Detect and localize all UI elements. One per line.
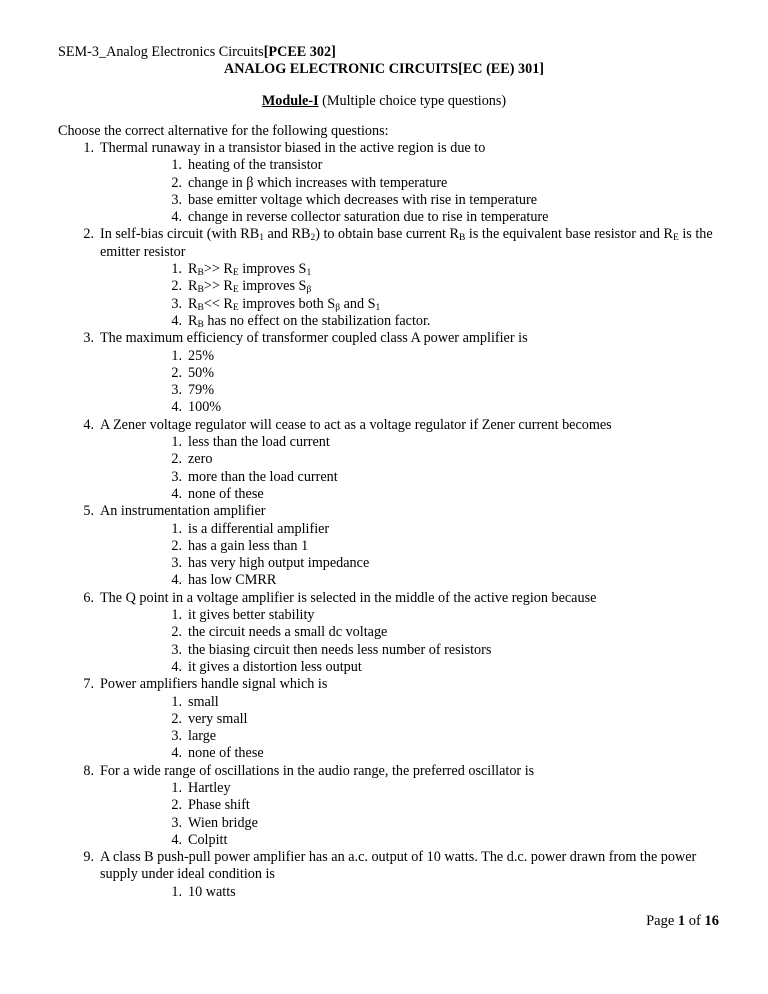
option-number: 1. (171, 261, 182, 278)
question-item (58, 140, 728, 226)
option-item (100, 607, 728, 624)
option-number: 4. (171, 399, 182, 416)
option-text: the circuit needs a small dc voltage (188, 624, 388, 641)
option-text: none of these (188, 485, 264, 502)
option-text: $R_B$ has no effect on the stabilization factor. (188, 312, 431, 330)
question-text: An instrumentation amplifier (100, 503, 266, 520)
option-item (100, 278, 728, 295)
option-number: 3. (171, 191, 182, 208)
question-item (58, 503, 728, 589)
option-text: large (188, 728, 217, 745)
option-text: Wien bridge (188, 814, 258, 831)
option-item (100, 538, 728, 555)
question-text: The maximum efficiency of transformer coupled class A power amplifier is (100, 330, 528, 347)
option-text: more than the load current (188, 468, 338, 485)
module-label: Module-I (261, 93, 319, 109)
option-number: 4. (171, 831, 182, 848)
option-text: base emitter voltage which decreases with rise in temperature (188, 191, 538, 208)
option-item (100, 296, 728, 313)
option-text: change in reverse collector saturation due to rise in temperature (188, 209, 549, 226)
option-number: 2. (171, 174, 182, 191)
option-text: Colpitt (188, 831, 228, 848)
option-item (100, 399, 728, 416)
option-item (100, 521, 728, 538)
course-code: [PCEE 302] (263, 44, 336, 60)
question-text: A Zener voltage regulator will cease to act as a voltage regulator if Zener current becomes (100, 416, 612, 433)
option-number: 4. (171, 312, 182, 329)
option-number: 4. (171, 658, 182, 675)
question-number: 4. (83, 416, 94, 433)
option-item (100, 555, 728, 572)
option-item (100, 797, 728, 814)
option-item (100, 175, 728, 192)
option-text: 100% (188, 399, 222, 416)
option-text: zero (188, 451, 213, 468)
option-item (100, 624, 728, 641)
option-item (100, 209, 728, 226)
question-item (58, 590, 728, 676)
option-number: 2. (171, 797, 182, 814)
option-list (100, 434, 728, 503)
course-prefix: SEM-3_Analog Electronics Circuits (58, 44, 264, 60)
option-item (100, 382, 728, 399)
option-text: has low CMRR (188, 572, 277, 589)
option-text: it gives a distortion less output (188, 658, 362, 675)
option-number: 4. (171, 485, 182, 502)
option-number: 4. (171, 745, 182, 762)
option-item (100, 832, 728, 849)
question-number: 5. (83, 503, 94, 520)
option-item (100, 434, 728, 451)
question-number: 1. (83, 140, 94, 156)
option-number: 1. (171, 520, 182, 537)
option-text: $R_B>> R_E$ improves $S_1$ (188, 261, 312, 279)
option-item (100, 313, 728, 330)
page-title: ANALOG ELECTRONIC CIRCUITS[EC (EE) 301] (223, 61, 545, 77)
option-list (100, 157, 728, 226)
option-text: Hartley (188, 779, 231, 796)
question-text: The Q point in a voltage amplifier is selected in the middle of the active region because (100, 589, 597, 606)
option-number: 1. (171, 779, 182, 796)
option-item (100, 745, 728, 762)
option-text: none of these (188, 745, 264, 762)
question-item (58, 676, 728, 762)
option-number: 1. (171, 693, 182, 710)
option-number: 2. (171, 537, 182, 554)
of-word: of (685, 913, 705, 929)
question-number: 2. (83, 226, 94, 243)
option-item (100, 192, 728, 209)
question-number: 8. (83, 762, 94, 779)
option-list (100, 884, 728, 901)
option-number: 3. (171, 728, 182, 745)
page-number: 1 (677, 913, 686, 929)
option-number: 1. (171, 347, 182, 364)
option-item (100, 711, 728, 728)
question-text: Thermal runaway in a transistor biased in the active region is due to (100, 140, 486, 156)
option-number: 2. (171, 710, 182, 727)
question-number: 3. (83, 330, 94, 347)
option-text: 79% (188, 382, 215, 399)
option-number: 2. (171, 364, 182, 381)
question-text: In self-bias circuit (with $RB_1$ and $RB_2$) to obtain base current $R_B$ is the equivalent base resistor and $R_E$ is the emitter resistor (100, 226, 713, 260)
option-item (100, 365, 728, 382)
option-list (100, 607, 728, 676)
option-number: 2. (171, 624, 182, 641)
option-item (100, 815, 728, 832)
option-text: it gives better stability (188, 607, 315, 624)
question-text: For a wide range of oscillations in the audio range, the preferred oscillator is (100, 762, 535, 779)
page-total: 16 (704, 913, 719, 929)
question-number: 7. (83, 676, 94, 693)
question-list (58, 140, 728, 901)
question-item (58, 763, 728, 849)
option-item (100, 642, 728, 659)
option-text: very small (188, 710, 248, 727)
option-text: $R_B>> R_E$ improves $S_\beta$ (188, 278, 312, 296)
option-list (100, 694, 728, 763)
option-item (100, 469, 728, 486)
option-text: 50% (188, 364, 215, 381)
option-item (100, 486, 728, 503)
option-item (100, 659, 728, 676)
option-item (100, 157, 728, 174)
option-item (100, 694, 728, 711)
option-list (100, 261, 728, 330)
question-number: 6. (83, 589, 94, 606)
option-text: heating of the transistor (188, 157, 323, 174)
option-text: 10 watts (188, 883, 236, 900)
option-number: 2. (171, 451, 182, 468)
instruction-text: Choose the correct alternative for the following questions: (58, 123, 389, 139)
option-text: has very high output impedance (188, 555, 370, 572)
option-number: 1. (171, 883, 182, 900)
option-number: 1. (171, 157, 182, 174)
option-number: 3. (171, 295, 182, 312)
option-number: 1. (171, 434, 182, 451)
option-list (100, 521, 728, 590)
option-item (100, 884, 728, 901)
option-list (100, 780, 728, 849)
option-text: 25% (188, 347, 215, 364)
page-footer (646, 913, 719, 930)
option-number: 4. (171, 209, 182, 226)
question-item (58, 330, 728, 416)
option-number: 2. (171, 278, 182, 295)
option-number: 3. (171, 641, 182, 658)
option-text: change in β which increases with temperature (188, 174, 448, 191)
option-text: is a differential amplifier (188, 520, 330, 537)
option-number: 4. (171, 572, 182, 589)
option-text: small (188, 693, 219, 710)
option-item (100, 728, 728, 745)
question-item (58, 417, 728, 503)
module-description: (Multiple choice type questions) (318, 93, 507, 109)
option-item (100, 572, 728, 589)
option-item (100, 780, 728, 797)
option-item (100, 348, 728, 365)
option-text: has a gain less than 1 (188, 537, 309, 554)
question-item (58, 849, 728, 901)
option-number: 1. (171, 607, 182, 624)
course-header (58, 44, 336, 61)
option-number: 3. (171, 814, 182, 831)
option-item (100, 261, 728, 278)
option-number: 3. (171, 468, 182, 485)
option-text: $R_B<< R_E$ improves both $S_\beta$ and $S_1$ (188, 295, 381, 313)
question-item (58, 226, 728, 330)
option-item (100, 451, 728, 468)
page-word: Page (646, 913, 678, 929)
question-number: 9. (83, 849, 94, 866)
option-text: less than the load current (188, 434, 330, 451)
option-text: Phase shift (188, 797, 250, 814)
option-number: 3. (171, 555, 182, 572)
module-heading (0, 93, 768, 110)
option-list (100, 348, 728, 417)
option-number: 3. (171, 382, 182, 399)
question-text: A class B push-pull power amplifier has an a.c. output of 10 watts. The d.c. power drawn from the power supply under ideal condition is (100, 849, 697, 883)
option-text: the biasing circuit then needs less number of resistors (188, 641, 492, 658)
question-text: Power amplifiers handle signal which is (100, 676, 328, 693)
